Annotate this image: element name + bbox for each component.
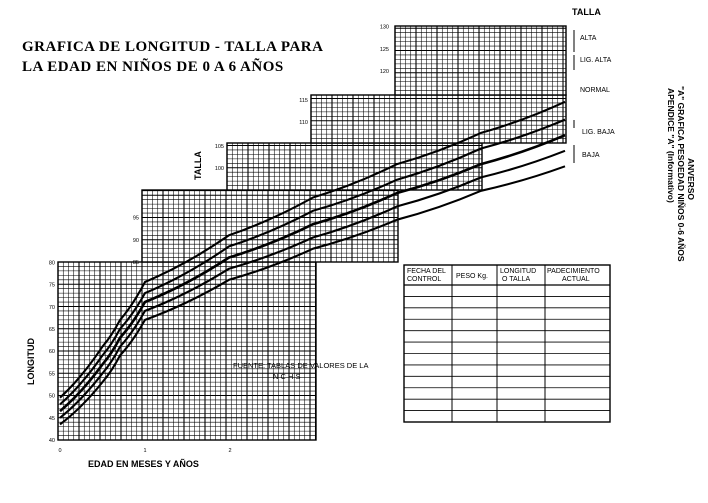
y-tick-label: 75	[48, 282, 55, 289]
source-line-2: N C H S	[273, 372, 301, 381]
y-tick-label: 115	[299, 97, 308, 104]
side-caption	[666, 86, 696, 262]
col-header-fecha-line-2: CONTROL	[407, 276, 442, 283]
y-tick-label: 90	[132, 237, 139, 244]
grid-panel	[58, 262, 316, 440]
side-caption-line-2: "A" GRAFICA PESOEDAD NIÑOS 0-6 AÑOS	[676, 86, 686, 262]
talla-label-mid: TALLA	[193, 151, 203, 180]
category-lig-alta: LIG. ALTA	[580, 57, 612, 64]
y-tick-label: 105	[214, 143, 224, 150]
side-caption-line-3: ANVERSO	[686, 158, 696, 201]
x-tick-label: 0	[58, 448, 62, 454]
col-header-padecimiento-line-1: PADECIMIENTO	[547, 268, 600, 275]
y-tick-label: 95	[132, 215, 139, 222]
category-lig-baja: LIG. BAJA	[582, 129, 615, 136]
y-tick-label: 50	[48, 393, 55, 400]
chart-title-line-1: GRAFICA DE LONGITUD - TALLA PARA	[22, 39, 324, 55]
y-tick-label: 65	[48, 327, 55, 333]
col-header-padecimiento-line-2: ACTUAL	[562, 276, 590, 283]
category-labels	[574, 30, 615, 163]
y-tick-label: 45	[48, 415, 55, 422]
y-tick-label: 55	[48, 371, 55, 378]
category-normal: NORMAL	[580, 87, 610, 94]
y-tick-label: 120	[379, 69, 389, 75]
y-tick-label: 100	[214, 166, 224, 172]
y-tick-label: 125	[379, 46, 389, 53]
col-header-longitud-line-2: O TALLA	[502, 276, 531, 283]
grid-panel	[142, 190, 398, 262]
col-header-longitud-line-1: LONGITUD	[500, 268, 537, 275]
record-table	[404, 265, 610, 422]
longitud-label: LONGITUD	[26, 338, 36, 385]
x-axis-label: EDAD EN MESES Y AÑOS	[88, 459, 199, 469]
grid-panel	[395, 26, 566, 95]
side-caption-line-1: APENDICE "A" (Informativo)	[666, 88, 676, 203]
col-header-fecha-line-1: FECHA DEL	[407, 268, 446, 275]
x-tick-label: 2	[228, 448, 232, 454]
col-header-peso: PESO Kg.	[456, 273, 488, 280]
y-tick-label: 85	[132, 260, 139, 266]
source-line-1: FUENTE: TABLAS DE VALORES DE LA	[233, 361, 369, 370]
y-tick-label: 80	[48, 260, 55, 267]
category-alta: ALTA	[580, 35, 597, 42]
y-tick-label: 60	[48, 349, 55, 356]
x-tick-label: 1	[143, 448, 147, 454]
y-tick-label: 70	[48, 304, 55, 311]
category-baja: BAJA	[582, 152, 600, 159]
grid-panel	[311, 95, 566, 143]
talla-label-top: TALLA	[572, 7, 601, 17]
chart-title-line-2: LA EDAD EN NIÑOS DE 0 A 6 AÑOS	[22, 59, 284, 75]
y-tick-label: 130	[379, 24, 389, 31]
y-tick-label: 110	[299, 120, 308, 126]
y-tick-label: 40	[48, 438, 55, 444]
